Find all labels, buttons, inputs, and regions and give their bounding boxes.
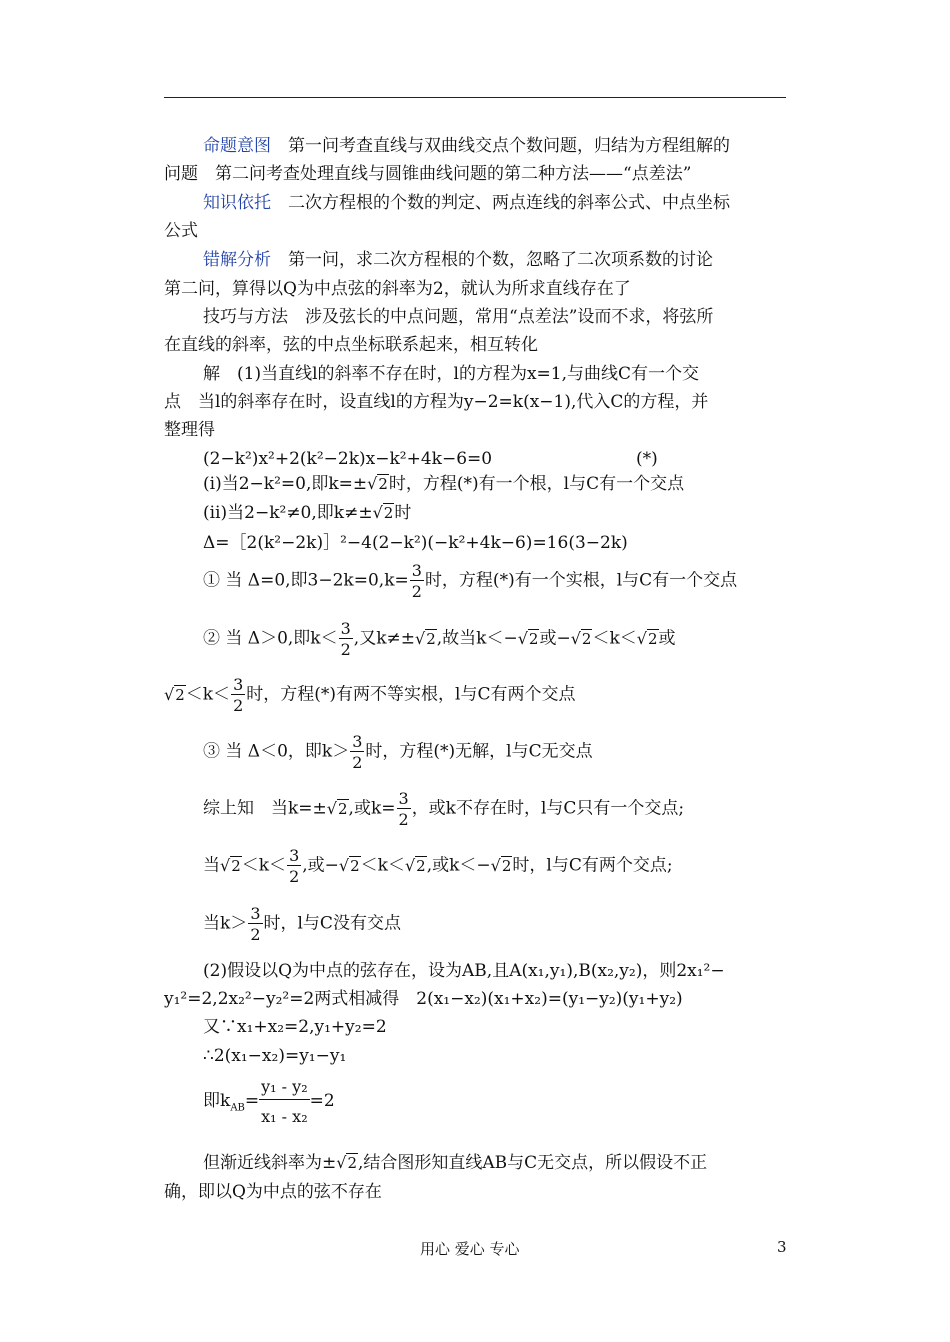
knowledge-line: 知识依托 二次方程根的个数的判定、两点连线的斜率公式、中点坐标	[203, 193, 730, 213]
sqrt-2: √2	[336, 1153, 357, 1172]
intent-line: 命题意图 第一问考查直线与双曲线交点个数问题，归结为方程组解的	[203, 136, 730, 156]
header-rule	[164, 97, 786, 98]
fraction-3-2: $\frac{3}{2}$	[398, 789, 409, 829]
option-2-cont: √2＜k＜ $\frac{3}{2}$ 时，方程(*)有两不等实根，l与C有两个交点	[164, 675, 576, 715]
option-2: ② 当 Δ＞0,即k＜ $\frac{3}{2}$ ,又k≠±√2,故当k＜−√2或−√2＜k＜√2或	[203, 619, 676, 659]
fraction-3-2: $\frac{3}{2}$	[289, 846, 300, 886]
summary-2: 当√2＜k＜ $\frac{3}{2}$ ,或−√2＜k＜√2,或k＜−√2时，l与C有两个交点;	[203, 846, 673, 886]
case-1: (ⅰ)当2−k²=0,即k=±√2时，方程(*)有一个根，l与C有一个交点	[203, 474, 685, 494]
sqrt-2: √2	[415, 628, 436, 648]
solution-line: 解 (1)当直线l的斜率不存在时，l的方程为x=1,与曲线C有一个交	[203, 364, 700, 384]
slope-formula: 即$k_{AB}=$ $\frac{\text{y₁ - y₂}}{\text{x₁ - x₂}}$ =2	[203, 1077, 335, 1126]
sqrt-2: √2	[338, 855, 360, 875]
sqrt-2: √2	[367, 474, 388, 493]
technique-line: 技巧与方法 涉及弦长的中点问题，常用“点差法”设而不求，将弦所	[203, 307, 714, 327]
technique-label: 技巧与方法	[203, 307, 288, 327]
part2-line-4: ∴2(x₁−x₂)=y₁−y₁	[203, 1046, 347, 1066]
sqrt-2: √2	[326, 798, 348, 818]
text-line: 第二问，算得以Q为中点弦的斜率为2，就认为所求直线存在了	[164, 279, 631, 299]
sqrt-2: √2	[220, 855, 241, 875]
intent-label: 命题意图	[203, 136, 271, 156]
part2-line-2: y₁²=2,2x₂²−y₂²=2两式相减得 2(x₁−x₂)(x₁+x₂)=(y₁−y₂)(y₁+y₂)	[164, 989, 683, 1009]
summary-1: 综上知 当k=±√2,或k= $\frac{3}{2}$ ，或k不存在时，l与C只有一个交点;	[203, 789, 685, 829]
page-number: 3	[777, 1238, 787, 1256]
case-2: (ⅱ)当2−k²≠0,即k≠±√2时	[203, 503, 412, 523]
text-line: 问题 第二问考查处理直线与圆锥曲线问题的第二种方法——“点差法”	[164, 164, 692, 184]
part2-line-1: (2)假设以Q为中点的弦存在，设为AB,且A(x₁,y₁),B(x₂,y₂)，则2x₁²−	[203, 961, 725, 981]
slope-fraction: $\frac{\text{y₁ - y₂}}{\text{x₁ - x₂}}$	[261, 1077, 308, 1126]
part2-line-6: 但渐近线斜率为±√2,结合图形知直线AB与C无交点，所以假设不正	[203, 1153, 708, 1173]
fraction-3-2: $\frac{3}{2}$	[340, 619, 351, 659]
error-label: 错解分析	[203, 250, 271, 270]
footer-slogan: 用心 爱心 专心	[420, 1240, 520, 1258]
fraction-3-2: $\frac{3}{2}$	[233, 675, 244, 715]
equation-star: (2−k²)x²+2(k²−2k)x−k²+4k−6=0	[203, 449, 493, 469]
text-line: 公式	[164, 221, 198, 241]
solution-label: 解	[203, 364, 220, 384]
fraction-3-2: $\frac{3}{2}$	[411, 561, 422, 601]
equation-tag: (*)	[636, 449, 658, 469]
option-1: ① 当 Δ=0,即3−2k=0,k= $\frac{3}{2}$ 时，方程(*)有一个实根，l与C有一个交点	[203, 561, 738, 601]
sqrt-2: √2	[372, 503, 394, 522]
text-line: 整理得	[164, 420, 215, 440]
sqrt-2: √2	[490, 855, 512, 875]
sqrt-2: √2	[404, 855, 426, 875]
text-line: 在直线的斜率，弦的中点坐标联系起来，相互转化	[164, 335, 538, 355]
sqrt-2: √2	[164, 684, 185, 704]
fraction-3-2: $\frac{3}{2}$	[352, 732, 363, 772]
fraction-3-2: $\frac{3}{2}$	[250, 904, 261, 944]
knowledge-label: 知识依托	[203, 193, 271, 213]
part2-line-7: 确，即以Q为中点的弦不存在	[164, 1182, 382, 1202]
delta-line: Δ=［2(k²−2k)］²−4(2−k²)(−k²+4k−6)=16(3−2k)	[203, 533, 628, 553]
option-3: ③ 当 Δ＜0，即k＞ $\frac{3}{2}$ 时，方程(*)无解，l与C无交点	[203, 732, 593, 772]
summary-3: 当k＞ $\frac{3}{2}$ 时，l与C没有交点	[203, 904, 401, 944]
text-line: 点 当l的斜率存在时，设直线l的方程为y−2=k(x−1),代入C的方程，并	[164, 392, 709, 412]
sqrt-2: √2	[636, 628, 658, 648]
part2-line-3: 又∵x₁+x₂=2,y₁+y₂=2	[203, 1017, 387, 1037]
sqrt-2: √2	[517, 628, 539, 648]
sqrt-2: √2	[570, 628, 592, 648]
error-line: 错解分析 第一问，求二次方程根的个数，忽略了二次项系数的讨论	[203, 250, 713, 270]
